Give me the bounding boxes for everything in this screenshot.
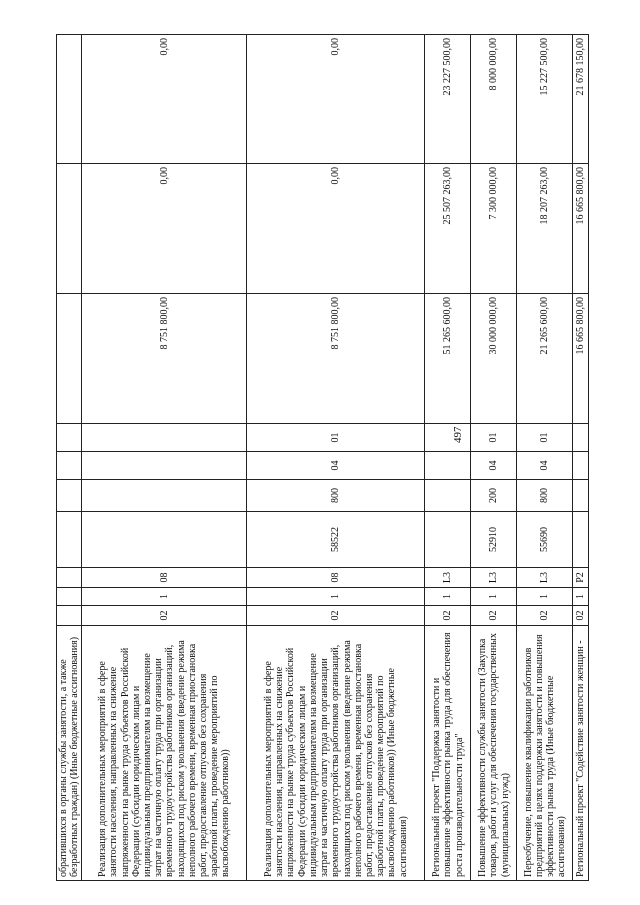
cell-amount-year-2: 0,00 [82,164,247,294]
cell-amount-year-1: 8 751 800,00 [247,294,425,424]
cell-subsection [425,424,471,452]
cell-direction: 55690 [517,512,573,568]
cell-program: 02 [82,606,247,626]
cell-subprogram: 1 [471,588,517,606]
cell-direction: 58522 [247,512,425,568]
table-row [517,35,573,881]
cell-subprogram: 1 [425,588,471,606]
cell-amount-year-3: 0,00 [247,35,425,164]
cell-program: 02 [471,606,517,626]
cell-section: 04 [247,452,425,480]
cell-event: P2 [573,568,589,588]
cell-amount-year-3: 8 000 000,00 [471,35,517,164]
cell-section [57,452,82,480]
cell-subprogram [57,588,82,606]
page-number: 497 [452,426,464,443]
row-name: Повышение эффективности службы занятости (Закупка товаров, работ и услуг для обеспечения государственных (муниципальных) нужд) [471,626,517,881]
cell-section [82,452,247,480]
cell-subsection [573,424,589,452]
cell-subprogram: 1 [247,588,425,606]
cell-subsection: 01 [471,424,517,452]
cell-subsection [82,424,247,452]
cell-amount-year-3 [57,35,82,164]
cell-amount-year-3: 0,00 [82,35,247,164]
cell-direction [57,512,82,568]
cell-amount-year-1: 21 265 600,00 [517,294,573,424]
cell-amount-year-1: 16 665 800,00 [573,294,589,424]
cell-expense-type [573,480,589,512]
cell-amount-year-2: 25 507 263,00 [425,164,471,294]
row-name: Реализация дополнительных мероприятий в сфере занятости населения, направленных на снижение напряженности на рынке труда субъектов Российской Федерации (субсидии юридическим лицам и индивидуальным предпринимателям на возмещение затрат на частичную оплату труда при организации временного трудоустройства работников организаций, находящихся под риском увольнения (введение режима неполного рабочего времени, временная приостановка работ, предоставление отпусков без сохранения заработной платы, проведение мероприятий по высвобождению работников)) [82,626,247,881]
cell-amount-year-2: 7 300 000,00 [471,164,517,294]
cell-direction [573,512,589,568]
cell-event: L3 [425,568,471,588]
budget-table [56,34,589,881]
table-row [247,35,425,881]
cell-subprogram: 1 [82,588,247,606]
cell-event [57,568,82,588]
cell-expense-type: 200 [471,480,517,512]
cell-subprogram: 1 [573,588,589,606]
cell-event: 08 [82,568,247,588]
cell-section [425,452,471,480]
table-row [471,35,517,881]
cell-expense-type [82,480,247,512]
cell-amount-year-1: 30 000 000,00 [471,294,517,424]
cell-section: 04 [517,452,573,480]
cell-program [57,606,82,626]
table-row [425,35,471,881]
cell-section: 04 [471,452,517,480]
cell-direction [425,512,471,568]
cell-expense-type [425,480,471,512]
cell-direction [82,512,247,568]
cell-section [573,452,589,480]
cell-expense-type: 800 [517,480,573,512]
cell-subprogram: 1 [517,588,573,606]
cell-subsection [57,424,82,452]
cell-amount-year-2: 16 665 800,00 [573,164,589,294]
cell-amount-year-1 [57,294,82,424]
table-row [57,35,82,881]
row-name: Реализация дополнительных мероприятий в сфере занятости населения, направленных на снижение напряженности на рынке труда субъектов Российской Федерации (субсидии юридическим лицам и индивидуальным предпринимателям на возмещение затрат на частичную оплату труда при организации временного трудоустройства работников организаций, находящихся под риском увольнения (введение режима неполного рабочего времени, временная приостановка работ, предоставление отпусков без сохранения заработной платы, проведение мероприятий по высвобождению работников)) (Иные бюджетные ассигнования) [247,626,425,881]
cell-amount-year-1: 8 751 800,00 [82,294,247,424]
cell-program: 02 [425,606,471,626]
row-name: Региональный проект "Содействие занятости женщин - [573,626,589,881]
cell-amount-year-3: 23 227 500,00 [425,35,471,164]
budget-table-wrapper [56,35,586,881]
cell-expense-type: 800 [247,480,425,512]
cell-amount-year-1: 51 265 600,00 [425,294,471,424]
cell-amount-year-2 [57,164,82,294]
row-name: Переобучение, повышение квалификации работников предприятий в целях поддержки занятости и повышения эффективности рынка труда (Иные бюджетные ассигнования) [517,626,573,881]
table-row [573,35,589,881]
cell-amount-year-2: 18 207 263,00 [517,164,573,294]
cell-event: 08 [247,568,425,588]
cell-amount-year-2: 0,00 [247,164,425,294]
cell-program: 02 [517,606,573,626]
cell-program: 02 [247,606,425,626]
cell-event: L3 [471,568,517,588]
cell-program: 02 [573,606,589,626]
cell-subsection: 01 [247,424,425,452]
table-row [82,35,247,881]
cell-subsection: 01 [517,424,573,452]
cell-expense-type [57,480,82,512]
cell-direction: 52910 [471,512,517,568]
row-name: Региональный проект "Поддержка занятости и повышение эффективности рынка труда для обеспечения роста производительности труда" [425,626,471,881]
cell-amount-year-3: 15 227 500,00 [517,35,573,164]
row-name: обратившихся в органы службы занятости, а также безработных граждан) (Иные бюджетные ассигнования) [57,626,82,881]
cell-amount-year-3: 21 678 150,00 [573,35,589,164]
cell-event: L3 [517,568,573,588]
